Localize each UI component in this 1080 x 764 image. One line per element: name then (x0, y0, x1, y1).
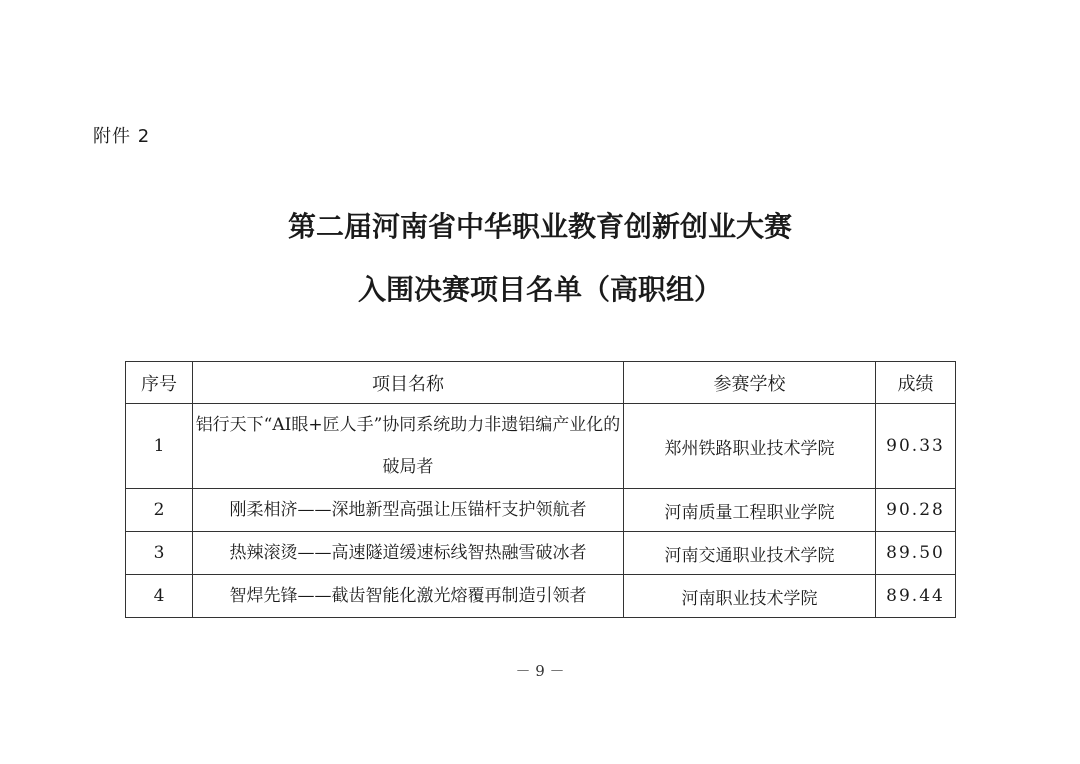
table-row (126, 575, 956, 618)
row-school: 河南交通职业技术学院 (624, 532, 876, 575)
table-row (126, 404, 956, 489)
page-number: － 9 － (515, 662, 565, 680)
row-no: 3 (126, 532, 193, 575)
document-title-line1: 第二届河南省中华职业教育创新创业大赛 (287, 210, 792, 243)
row-school: 河南职业技术学院 (624, 575, 876, 618)
row-project: 铝行天下“AI眼+匠人手”协同系统助力非遗铝编产业化的破局者 (193, 404, 624, 489)
row-no: 2 (126, 489, 193, 532)
row-project: 热辣滚烫——高速隧道缓速标线智热融雪破冰者 (193, 532, 624, 575)
row-score: 89.44 (876, 575, 956, 618)
row-school: 郑州铁路职业技术学院 (624, 404, 876, 489)
column-header-project: 项目名称 (193, 362, 624, 404)
row-project: 智焊先锋——截齿智能化激光熔覆再制造引领者 (193, 575, 624, 618)
table-row (126, 489, 956, 532)
row-score: 89.50 (876, 532, 956, 575)
row-school: 河南质量工程职业学院 (624, 489, 876, 532)
attachment-label: 附件 2 (93, 126, 151, 147)
row-no: 4 (126, 575, 193, 618)
column-header-score: 成绩 (876, 362, 956, 404)
row-score: 90.33 (876, 404, 956, 489)
document-title-line2: 入围决赛项目名单（高职组） (357, 273, 722, 306)
column-header-school: 参赛学校 (624, 362, 876, 404)
column-header-no: 序号 (126, 362, 193, 404)
row-score: 90.28 (876, 489, 956, 532)
table-row (126, 532, 956, 575)
row-project: 刚柔相济——深地新型高强让压锚杆支护领航者 (193, 489, 624, 532)
finalist-table (125, 361, 956, 618)
row-no: 1 (126, 404, 193, 489)
table-header-row (126, 362, 956, 404)
